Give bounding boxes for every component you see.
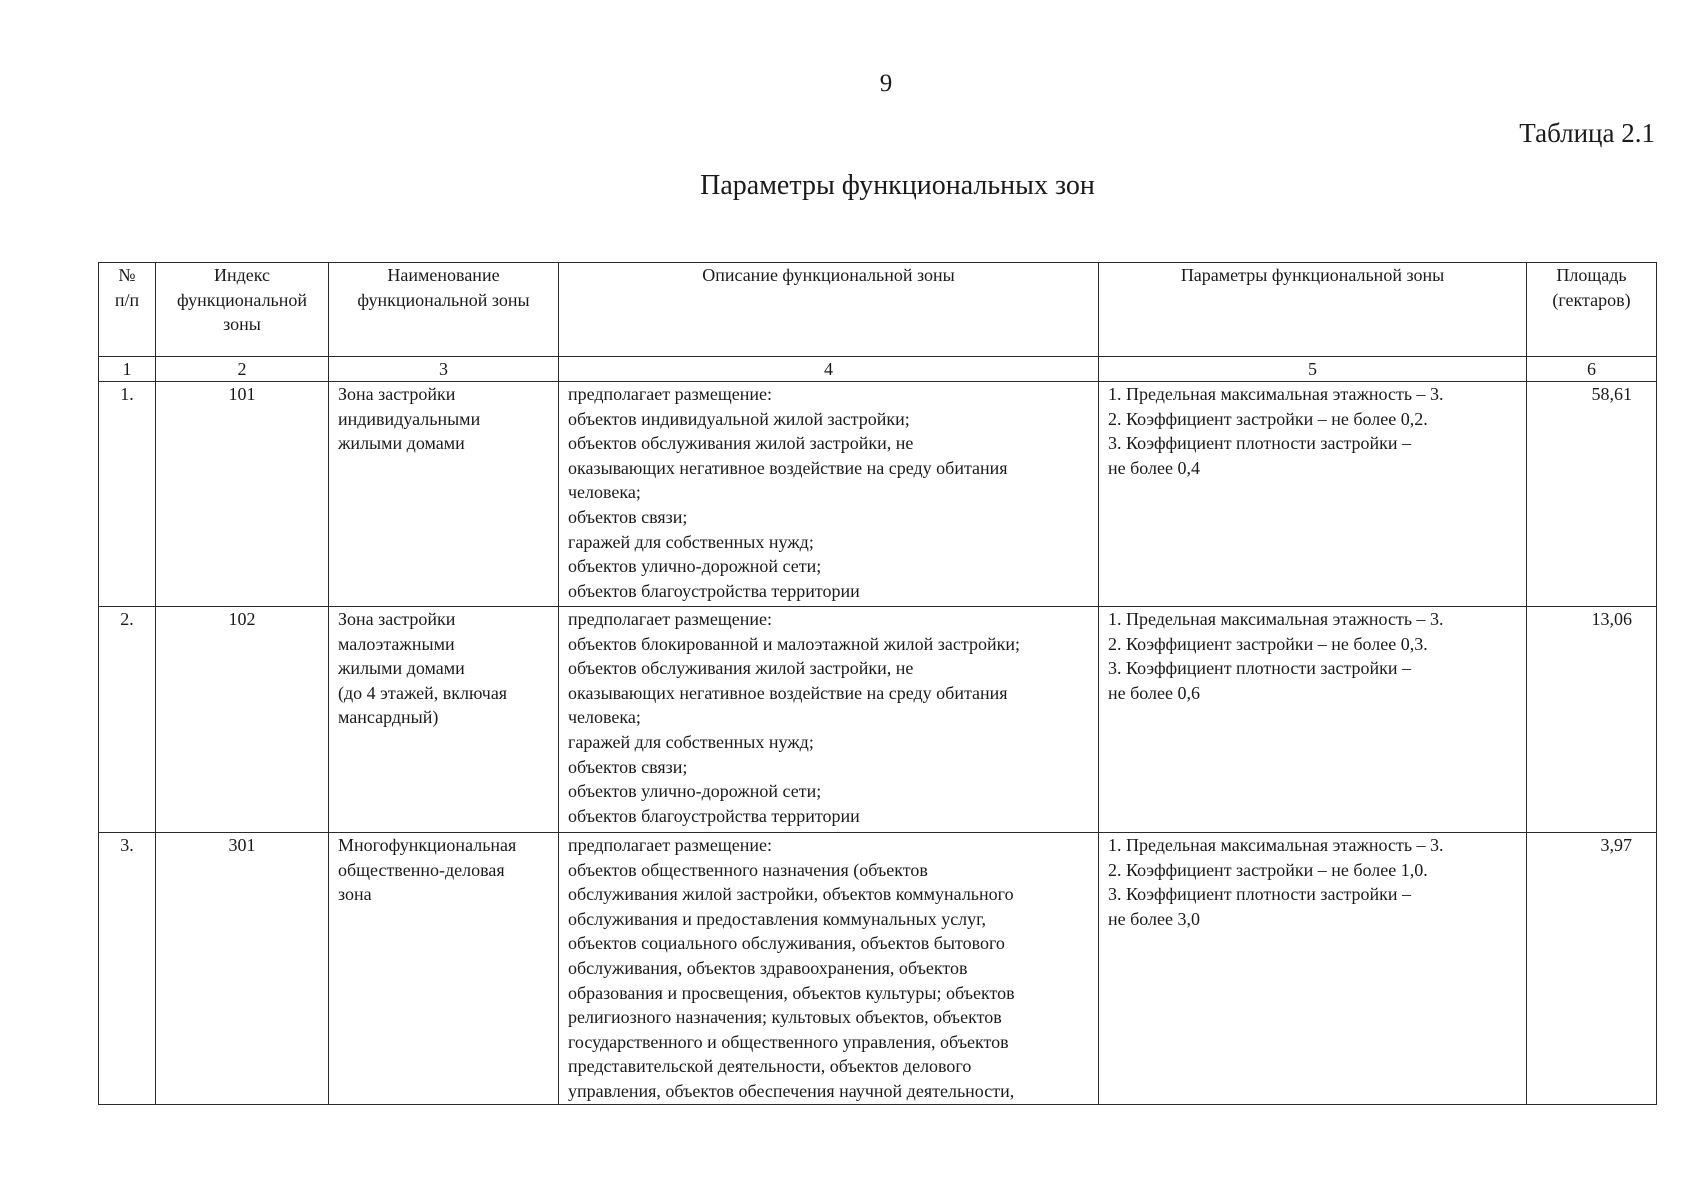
page-number: 9 (879, 70, 893, 97)
zone-index-cell: 301 (156, 833, 329, 1105)
zone-name-cell (329, 382, 559, 607)
parameter-line: 2. Коэффициент застройки – не более 0,2. (1108, 408, 1428, 429)
column-number: 4 (559, 357, 1099, 382)
table-header-row (99, 263, 1657, 357)
header-line: функциональной зоны (357, 289, 530, 310)
row-number-cell: 2. (99, 607, 156, 833)
zone-name-line: общественно-деловая (338, 859, 505, 880)
parameter-line: не более 0,4 (1108, 457, 1201, 478)
column-number: 2 (156, 357, 329, 382)
row-number-cell: 3. (99, 833, 156, 1105)
zone-name-line: жилыми домами (338, 433, 465, 454)
zone-parameters-cell (1099, 833, 1527, 1105)
zone-name-line: жилыми домами (338, 658, 465, 679)
parameter-line: не более 0,6 (1108, 682, 1201, 703)
document-title: Параметры функциональных зон (700, 170, 1095, 201)
parameter-line: 2. Коэффициент застройки – не более 1,0. (1108, 859, 1428, 880)
description-line: предполагает размещение: (568, 384, 772, 404)
zone-name-cell (329, 833, 559, 1105)
description-line: гаражей для собственных нужд; (568, 531, 814, 552)
table-row (99, 833, 1657, 1105)
zone-description-cell (559, 607, 1099, 833)
zone-index-cell: 101 (156, 382, 329, 607)
zone-parameters-cell (1099, 382, 1527, 607)
zone-name-line: Многофункциональная (338, 835, 517, 855)
description-line: государственного и общественного управления, объектов (568, 1031, 1009, 1052)
zone-name-line: зона (338, 884, 372, 905)
description-line: объектов индивидуальной жилой застройки; (568, 408, 910, 429)
parameter-line: 2. Коэффициент застройки – не более 0,3. (1108, 633, 1428, 654)
description-line: объектов блокированной и малоэтажной жилой застройки; (568, 633, 1020, 654)
header-cell-name (329, 263, 559, 357)
description-line: объектов социального обслуживания, объектов бытового (568, 933, 1005, 954)
column-number-row (99, 357, 1657, 382)
description-line: образования и просвещения, объектов культуры; объектов (568, 982, 1015, 1003)
header-line: Наименование (387, 265, 500, 285)
header-cell-area (1527, 263, 1657, 357)
zone-description-cell (559, 382, 1099, 607)
column-number: 1 (99, 357, 156, 382)
header-line: Площадь (1556, 265, 1627, 285)
description-line: объектов связи; (568, 756, 688, 777)
description-line: объектов обслуживания жилой застройки, не (568, 658, 914, 679)
description-line: религиозного назначения; культовых объектов, объектов (568, 1007, 1002, 1028)
parameter-line: 3. Коэффициент плотности застройки – (1108, 433, 1412, 454)
table-label: Таблица 2.1 (1519, 118, 1655, 148)
header-line: Описание функциональной зоны (702, 265, 955, 285)
description-line: человека; (568, 707, 641, 728)
column-number: 5 (1099, 357, 1527, 382)
description-line: оказывающих негативное воздействие на среду обитания (568, 682, 1008, 703)
row-number-cell: 1. (99, 382, 156, 607)
description-line: предполагает размещение: (568, 835, 772, 855)
parameter-line: не более 3,0 (1108, 908, 1201, 929)
description-line: обслуживания и предоставления коммунальных услуг, (568, 908, 987, 929)
description-line: представительской деятельности, объектов делового (568, 1056, 972, 1077)
zone-name-line: Зона застройки (338, 384, 456, 404)
header-cell-description (559, 263, 1099, 357)
table-row (99, 607, 1657, 833)
description-line: предполагает размещение: (568, 609, 772, 629)
zone-parameters-cell (1099, 607, 1527, 833)
zone-area-cell: 13,06 (1527, 607, 1657, 833)
zone-rows (99, 382, 1657, 1105)
zone-name-line: индивидуальными (338, 408, 481, 429)
description-line: обслуживания жилой застройки, объектов коммунального (568, 884, 1014, 905)
description-line: обслуживания, объектов здравоохранения, объектов (568, 957, 968, 978)
zone-description-cell (559, 833, 1099, 1105)
functional-zones-table (98, 262, 1657, 1105)
header-line: № (118, 265, 136, 285)
header-cell-index (156, 263, 329, 357)
description-line: объектов обслуживания жилой застройки, не (568, 433, 914, 454)
zone-area-cell: 58,61 (1527, 382, 1657, 607)
description-line: гаражей для собственных нужд; (568, 731, 814, 752)
parameter-line: 1. Предельная максимальная этажность – 3. (1108, 609, 1444, 629)
header-cell-number (99, 263, 156, 357)
zone-name-line: малоэтажными (338, 633, 455, 654)
header-line: функциональной (176, 289, 308, 310)
header-line: зоны (223, 314, 261, 335)
parameter-line: 3. Коэффициент плотности застройки – (1108, 658, 1412, 679)
description-line: управления, объектов обеспечения научной деятельности, (568, 1080, 1015, 1101)
zone-name-line: (до 4 этажей, включая (338, 682, 508, 703)
description-line: объектов связи; (568, 506, 688, 527)
column-number: 3 (329, 357, 559, 382)
header-cell-parameters (1099, 263, 1527, 357)
zone-area-cell: 3,97 (1527, 833, 1657, 1105)
header-line: п/п (114, 289, 140, 310)
zone-name-cell (329, 607, 559, 833)
header-line: Параметры функциональной зоны (1180, 265, 1445, 285)
description-line: объектов улично-дорожной сети; (568, 556, 822, 577)
parameter-line: 3. Коэффициент плотности застройки – (1108, 884, 1412, 905)
parameter-line: 1. Предельная максимальная этажность – 3. (1108, 835, 1444, 855)
zone-index-cell: 102 (156, 607, 329, 833)
zone-name-line: мансардный) (338, 707, 439, 728)
header-line: (гектаров) (1552, 289, 1631, 310)
description-line: объектов благоустройства территории (568, 805, 860, 826)
description-line: человека; (568, 482, 641, 503)
column-number: 6 (1527, 357, 1657, 382)
description-line: объектов улично-дорожной сети; (568, 781, 822, 802)
zone-name-line: Зона застройки (338, 609, 456, 629)
description-line: объектов благоустройства территории (568, 580, 860, 601)
description-line: объектов общественного назначения (объектов (568, 859, 928, 880)
parameter-line: 1. Предельная максимальная этажность – 3. (1108, 384, 1444, 404)
header-line: Индекс (213, 265, 271, 285)
table-row (99, 382, 1657, 607)
description-line: оказывающих негативное воздействие на среду обитания (568, 457, 1008, 478)
